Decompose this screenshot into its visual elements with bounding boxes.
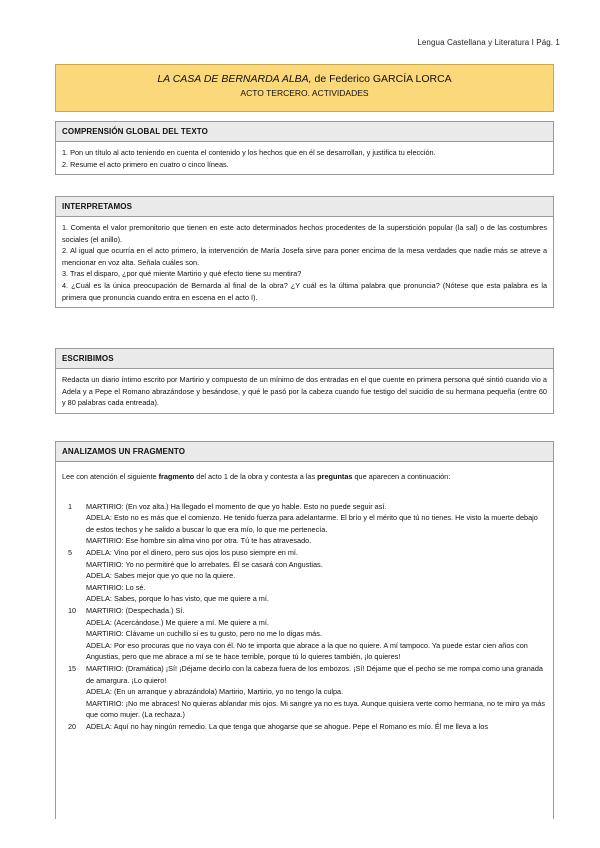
- section-comprension: [55, 121, 554, 175]
- section-escribimos: [55, 348, 554, 414]
- document-title: [56, 73, 553, 85]
- dialogue-line: [62, 593, 547, 605]
- section-fragmento: [55, 441, 554, 819]
- dialogue-text: ADELA: Sabes mejor que yo que no la quiere.: [86, 571, 236, 581]
- line-number: [62, 640, 86, 663]
- dialogue-line: [62, 512, 547, 535]
- line-number: 1: [68, 501, 73, 511]
- dialogue-line: [62, 547, 547, 559]
- dialogue-text: MARTIRIO: Lo sé.: [86, 582, 146, 592]
- line-number: [62, 570, 86, 582]
- work-title: LA CASA DE BERNARDA ALBA,: [157, 73, 312, 85]
- page-header: Lengua Castellana y Literatura I Pág. 1: [417, 38, 560, 47]
- document-subtitle: ACTO TERCERO. ACTIVIDADES: [240, 88, 369, 98]
- section-heading: ESCRIBIMOS: [56, 349, 553, 369]
- dialogue-line: [62, 559, 547, 571]
- section-body: [56, 462, 553, 736]
- line-number: [62, 582, 86, 594]
- section-heading: INTERPRETAMOS: [56, 197, 553, 217]
- dialogue-text: ADELA: Vino por el dinero, pero sus ojos los puso siempre en mí.: [86, 547, 298, 557]
- question-item: 2. Al igual que ocurría en el acto primero, la intervención de María Josefa sirve para poner encima de la mesa verdades que nadie más se atreve a mencionar en voz alta. Señala cuáles son.: [62, 246, 547, 267]
- line-number: [62, 559, 86, 571]
- intro-text: Lee con atención el siguiente: [62, 472, 157, 481]
- dialogue-text: ADELA: Aquí no hay ningún remedio. La que tenga que ahogarse que se ahogue. Pepe el Romano es mío. Él me lleva a los: [86, 721, 489, 731]
- question-item: 3. Tras el disparo, ¿por qué miente Martirio y qué efecto tiene su mentira?: [62, 269, 302, 279]
- section-body: [56, 142, 553, 174]
- dialogue-line: [62, 721, 547, 733]
- intro-bold-text: fragmento: [158, 472, 195, 481]
- section-body: [56, 369, 553, 413]
- section-interpretamos: [55, 196, 554, 308]
- title-box: [55, 64, 554, 112]
- dialogue-text: MARTIRIO: Yo no permitiré que lo arrebates. Él se casará con Angustias.: [86, 559, 323, 569]
- line-number: 15: [68, 663, 77, 673]
- fragment-intro: [62, 471, 547, 483]
- dialogue-line: [62, 582, 547, 594]
- fragment-lines: [62, 501, 547, 733]
- dialogue-line: [62, 686, 547, 698]
- dialogue-text: MARTIRIO: (Despechada.) Sí.: [86, 605, 185, 615]
- section-heading: COMPRENSIÓN GLOBAL DEL TEXTO: [56, 122, 553, 142]
- section-body: [56, 217, 553, 307]
- line-number: [62, 593, 86, 605]
- dialogue-line: [62, 628, 547, 640]
- line-number: [62, 512, 86, 535]
- dialogue-text: ADELA: Sabes, porque lo has visto, que me quiere a mí.: [86, 594, 269, 604]
- line-number: [62, 617, 86, 629]
- line-number: [62, 686, 86, 698]
- dialogue-text: MARTIRIO: Ese hombre sin alma vino por otra. Tú te has atravesado.: [86, 536, 312, 546]
- dialogue-line: [62, 535, 547, 547]
- dialogue-line: [62, 605, 547, 617]
- question-item: 4. ¿Cuál es la única preocupación de Bernarda al final de la obra? ¿Y cuál es la última palabra que pronuncia? (Nótese que esta palabra es la primera que pronuncia cuando entra en escena en el acto I).: [62, 280, 547, 302]
- author-name: de Federico GARCÍA LORCA: [314, 73, 452, 85]
- dialogue-text: ADELA: (Acercándose.) Me quiere a mí. Me quiere a mí.: [86, 617, 269, 627]
- line-number: 5: [68, 547, 73, 557]
- writing-prompt: Redacta un diario íntimo escrito por Martirio y compuesto de un mínimo de dos entradas en el que cuente en primera persona qué sintió cuando vio a Adela y a Pepe el Romano abrazándose y besándose, y qué le pasó por la cabeza cuando fue testigo del suicidio de su hermana pequeña (entre 60 y 80 palabras cada entreada).: [62, 375, 547, 408]
- section-heading: ANALIZAMOS UN FRAGMENTO: [56, 442, 553, 462]
- dialogue-text: ADELA: Esto no es más que el comienzo. He tenido fuerza para adelantarme. El brío y el mérito que tú no tienes. He visto la muerte debajo de estos techos y he salido a buscar lo que era mío, lo que me pertenecía.: [86, 513, 538, 534]
- dialogue-line: [62, 640, 547, 663]
- intro-text: que aparecen a continuación:: [354, 472, 451, 481]
- line-number: [62, 535, 86, 547]
- dialogue-line: [62, 570, 547, 582]
- dialogue-text: ADELA: (En un arranque y abrazándola) Martirio, Martirio, yo no tengo la culpa.: [86, 687, 344, 697]
- dialogue-line: [62, 698, 547, 721]
- line-number: 10: [68, 605, 77, 615]
- question-item: 1. Pon un título al acto teniendo en cuenta el contenido y los hechos que en él se desarrollan, y justifica tu elección.: [62, 148, 436, 157]
- dialogue-text: MARTIRIO: (En voz alta.) Ha llegado el momento de que yo hable. Esto no puede seguir así.: [86, 501, 387, 511]
- question-item: 1. Comenta el valor premonitorio que tienen en este acto determinados hechos procedentes de la superstición popular (la sal) o de las costumbres sociales (el anillo).: [62, 223, 547, 244]
- dialogue-text: MARTIRIO: ¡No me abraces! No quieras ablandar mis ojos. Mi sangre ya no es tuya. Aunque quisiera verte como hermana, no te miro ya más que como mujer. (La rechaza.): [86, 698, 545, 720]
- line-number: [62, 698, 86, 721]
- intro-bold-text: preguntas: [317, 472, 353, 481]
- dialogue-line: [62, 501, 547, 513]
- question-item: 2. Resume el acto primero en cuatro o cinco líneas.: [62, 159, 229, 169]
- dialogue-text: MARTIRIO: (Dramática) ¡Sí! ¡Déjame decirlo con la cabeza fuera de los embozos. ¡Sí! Déjame que el pecho se me rompa como una granada de amargura. ¡Lo quiero!: [86, 663, 543, 685]
- line-number: [62, 628, 86, 640]
- intro-text: del acto 1 de la obra y contesta a las: [196, 472, 316, 481]
- dialogue-line: [62, 663, 547, 686]
- dialogue-line: [62, 617, 547, 629]
- dialogue-text: ADELA: Por eso procuras que no vaya con él. No te importa que abrace a la que no quiere. A mí tampoco. Ya puede estar cien años con Angustias, pero que me abrace a mí se te hace terrible, porque tú lo quieres también, ¡lo quieres!: [86, 640, 528, 662]
- line-number: 20: [68, 721, 77, 731]
- dialogue-text: MARTIRIO: Clávame un cuchillo si es tu gusto, pero no me lo digas más.: [86, 629, 322, 639]
